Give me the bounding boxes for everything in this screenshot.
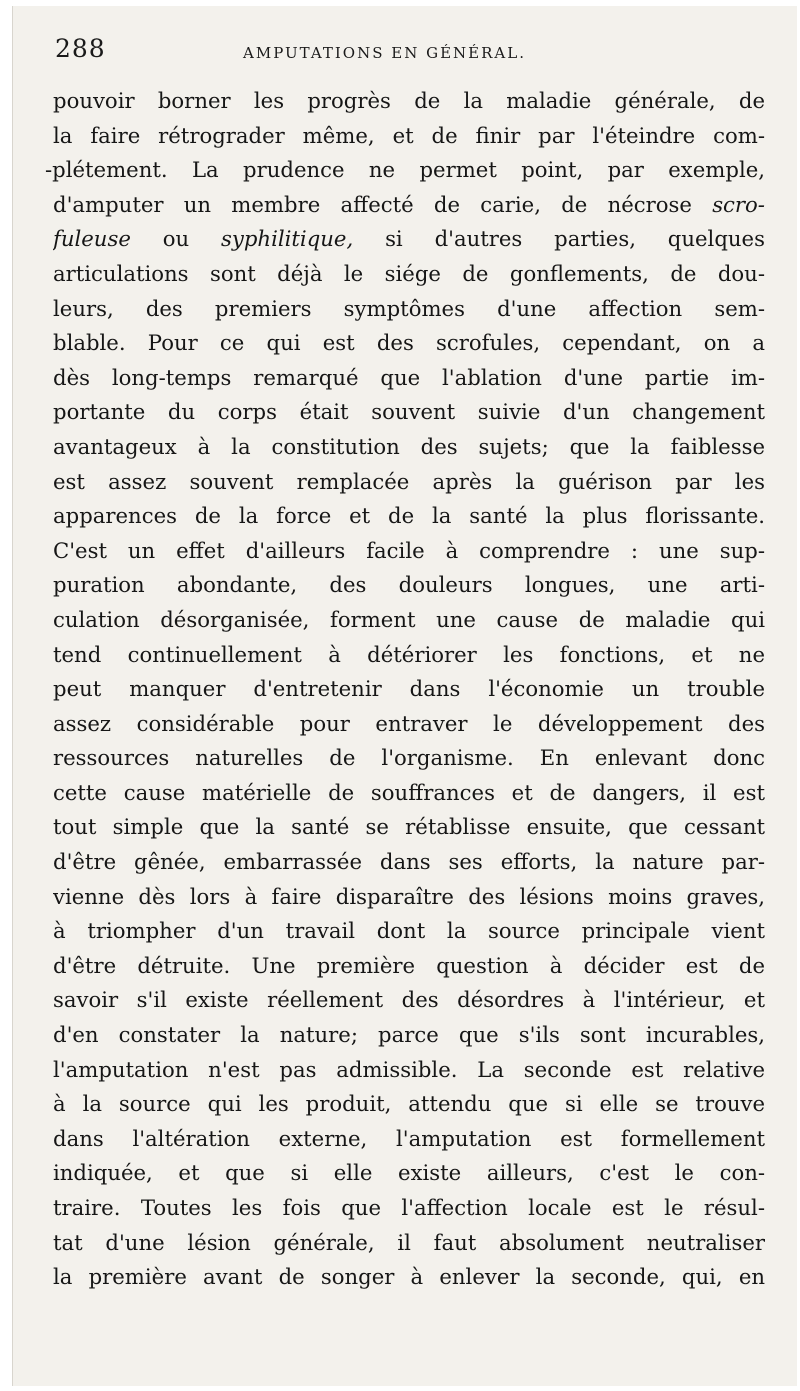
page-header bbox=[55, 34, 795, 74]
text-line: C'est un effet d'ailleurs facile à comprendre : une sup- bbox=[53, 537, 765, 563]
book-page bbox=[12, 6, 797, 1386]
text-line: indiquée, et que si elle existe ailleurs, c'est le con- bbox=[53, 1160, 765, 1186]
text-line: cette cause matérielle de souffrances et de dangers, il est bbox=[53, 779, 765, 805]
text-line: blable. Pour ce qui est des scrofules, cependant, on a bbox=[53, 330, 765, 356]
text-line: portante du corps était souvent suivie d'un changement bbox=[53, 399, 765, 425]
text-line: est assez souvent remplacée après la guérison par les bbox=[53, 468, 765, 494]
text-line: traire. Toutes les fois que l'affection locale est le résul- bbox=[53, 1195, 765, 1220]
running-title: AMPUTATIONS EN GÉNÉRAL. bbox=[243, 44, 526, 62]
text-line: apparences de la force et de la santé la plus florissante. bbox=[53, 503, 765, 529]
text-line: à la source qui les produit, attendu que si elle se trouve bbox=[53, 1091, 765, 1117]
text-line: la faire rétrograder même, et de finir par l'éteindre com- bbox=[53, 122, 765, 148]
text-line: -plétement. La prudence ne permet point, par exemple, bbox=[45, 157, 765, 183]
text-line: l'amputation n'est pas admissible. La seconde est relative bbox=[53, 1056, 765, 1082]
text-line: assez considérable pour entraver le développement des bbox=[53, 710, 765, 736]
text-line: articulations sont déjà le siége de gonflements, de dou- bbox=[53, 260, 765, 286]
italic-word: scro- bbox=[712, 191, 765, 217]
text-line: ressources naturelles de l'organisme. En enlevant donc bbox=[53, 745, 765, 771]
text-line: puration abondante, des douleurs longues, une arti- bbox=[53, 572, 765, 598]
text-line: pouvoir borner les progrès de la maladie générale, de bbox=[53, 88, 765, 113]
italic-word: syphilitique, bbox=[221, 226, 354, 252]
text-line bbox=[53, 222, 765, 257]
text-line: dans l'altération externe, l'amputation est formellement bbox=[53, 1125, 765, 1151]
italic-word: fuleuse bbox=[53, 226, 131, 252]
page-number: 288 bbox=[55, 34, 106, 63]
text-line: peut manquer d'entretenir dans l'économie un trouble bbox=[53, 676, 765, 702]
text-line: tout simple que la santé se rétablisse ensuite, que cessant bbox=[53, 814, 765, 840]
text-line: vienne dès lors à faire disparaître des lésions moins graves, bbox=[53, 883, 765, 909]
text-line: à triompher d'un travail dont la source principale vient bbox=[53, 918, 765, 944]
text-segment: si d'autres parties, quelques bbox=[385, 226, 765, 252]
text-segment: ou bbox=[162, 226, 190, 252]
text-line: leurs, des premiers symptômes d'une affection sem- bbox=[53, 295, 765, 321]
text-line: d'être gênée, embarrassée dans ses efforts, la nature par- bbox=[53, 849, 765, 875]
text-line: dès long-temps remarqué que l'ablation d'une partie im- bbox=[53, 364, 765, 390]
text-line bbox=[53, 188, 765, 223]
text-line: la première avant de songer à enlever la seconde, qui, en bbox=[53, 1264, 765, 1290]
text-line: d'en constater la nature; parce que s'ils sont incurables, bbox=[53, 1022, 765, 1048]
text-line: tat d'une lésion générale, il faut absolument neutraliser bbox=[53, 1229, 765, 1255]
text-line: culation désorganisée, forment une cause de maladie qui bbox=[53, 606, 765, 632]
text-segment: d'amputer un membre affecté de carie, de nécrose bbox=[53, 191, 692, 217]
text-line: savoir s'il existe réellement des désordres à l'intérieur, et bbox=[53, 987, 765, 1013]
text-line: tend continuellement à détériorer les fonctions, et ne bbox=[53, 641, 765, 667]
text-line: avantageux à la constitution des sujets; que la faiblesse bbox=[53, 433, 765, 459]
text-line: d'être détruite. Une première question à décider est de bbox=[53, 952, 765, 978]
body-text bbox=[45, 84, 765, 1295]
